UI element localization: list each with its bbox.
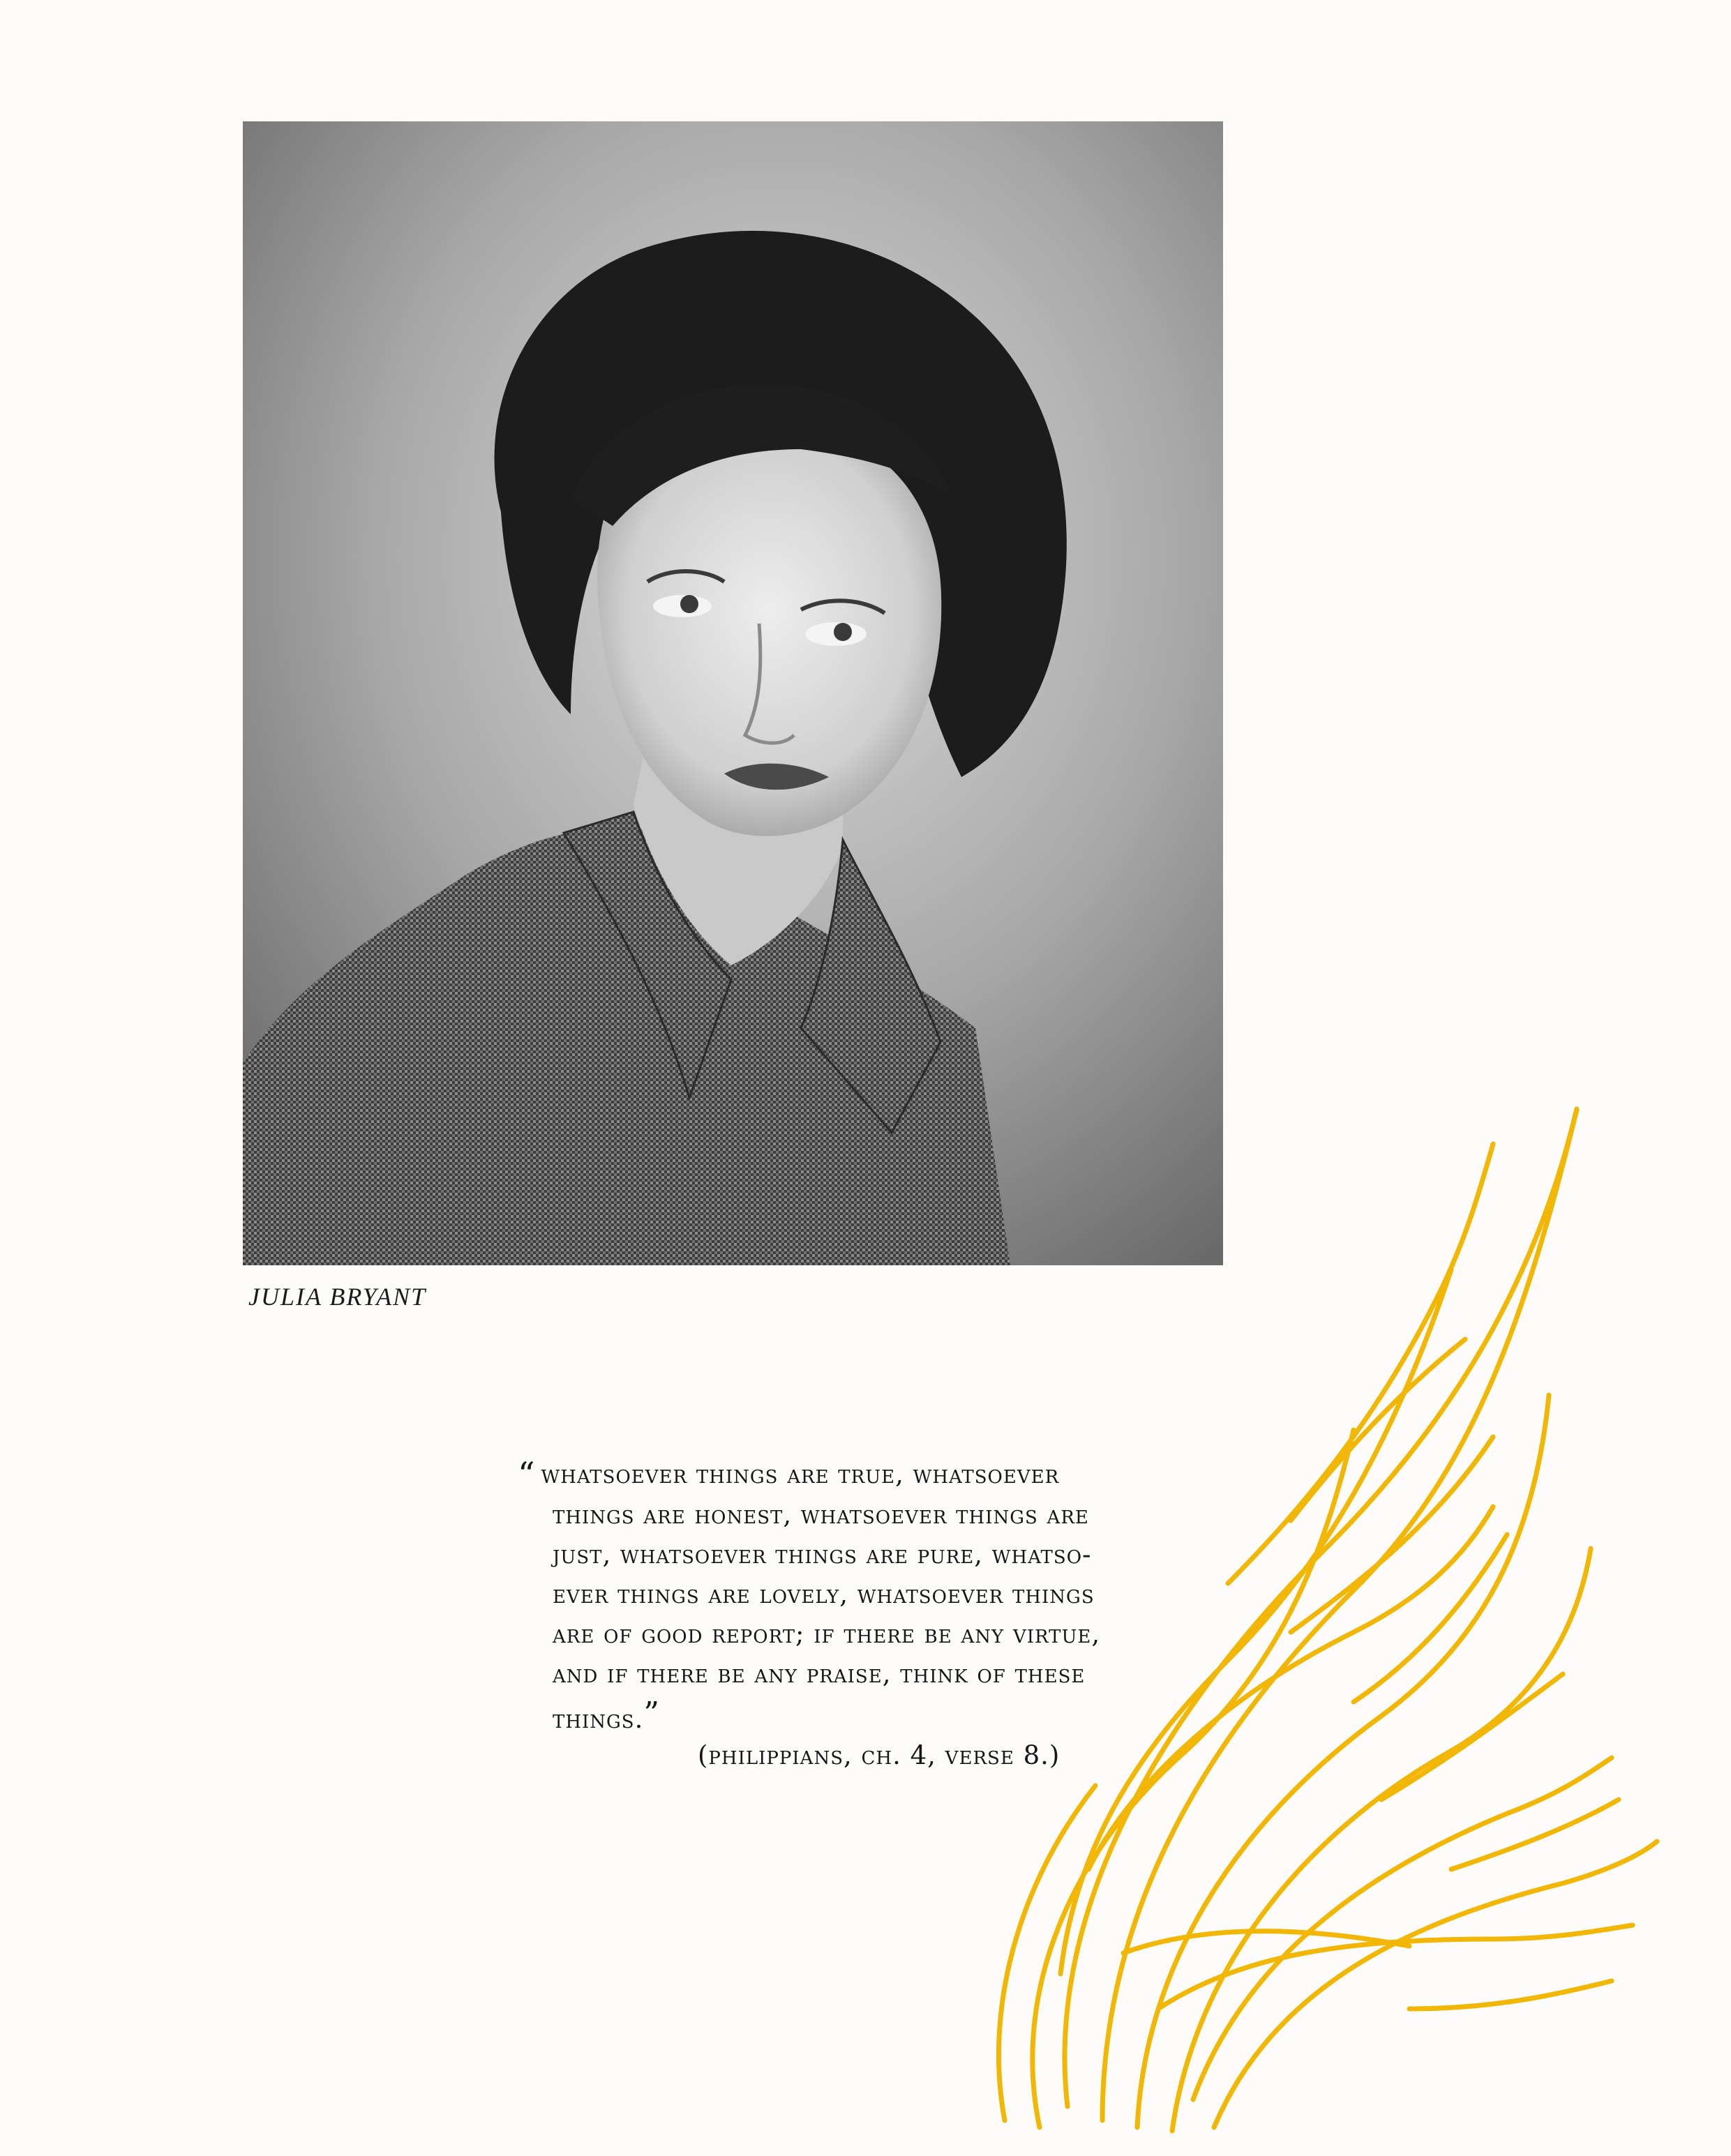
quote-line: things are honest, whatsoever things are	[553, 1500, 1089, 1530]
quote-line: just, whatsoever things are pure, whatso-	[553, 1539, 1092, 1569]
scripture-citation: (philippians, ch. 4, verse 8.)	[698, 1740, 1061, 1770]
scripture-quote	[518, 1454, 1271, 1739]
quote-line: are of good report; if there be any virtue,	[553, 1619, 1101, 1649]
portrait-photo	[243, 121, 1223, 1265]
close-quote-mark: ”	[643, 1696, 660, 1731]
quote-line-last	[518, 1694, 1271, 1739]
quote-line: and if there be any praise, think of these	[553, 1659, 1086, 1689]
quote-text: things.	[553, 1704, 644, 1734]
quote-text: whatsoever things are true, whatsoever	[541, 1459, 1060, 1489]
open-quote-mark: “	[518, 1455, 536, 1494]
quote-line	[518, 1454, 1271, 1495]
quote-line: ever things are lovely, whatsoever things	[553, 1579, 1095, 1609]
photo-caption: JULIA BRYANT	[248, 1283, 427, 1311]
portrait-illustration	[243, 121, 1223, 1265]
